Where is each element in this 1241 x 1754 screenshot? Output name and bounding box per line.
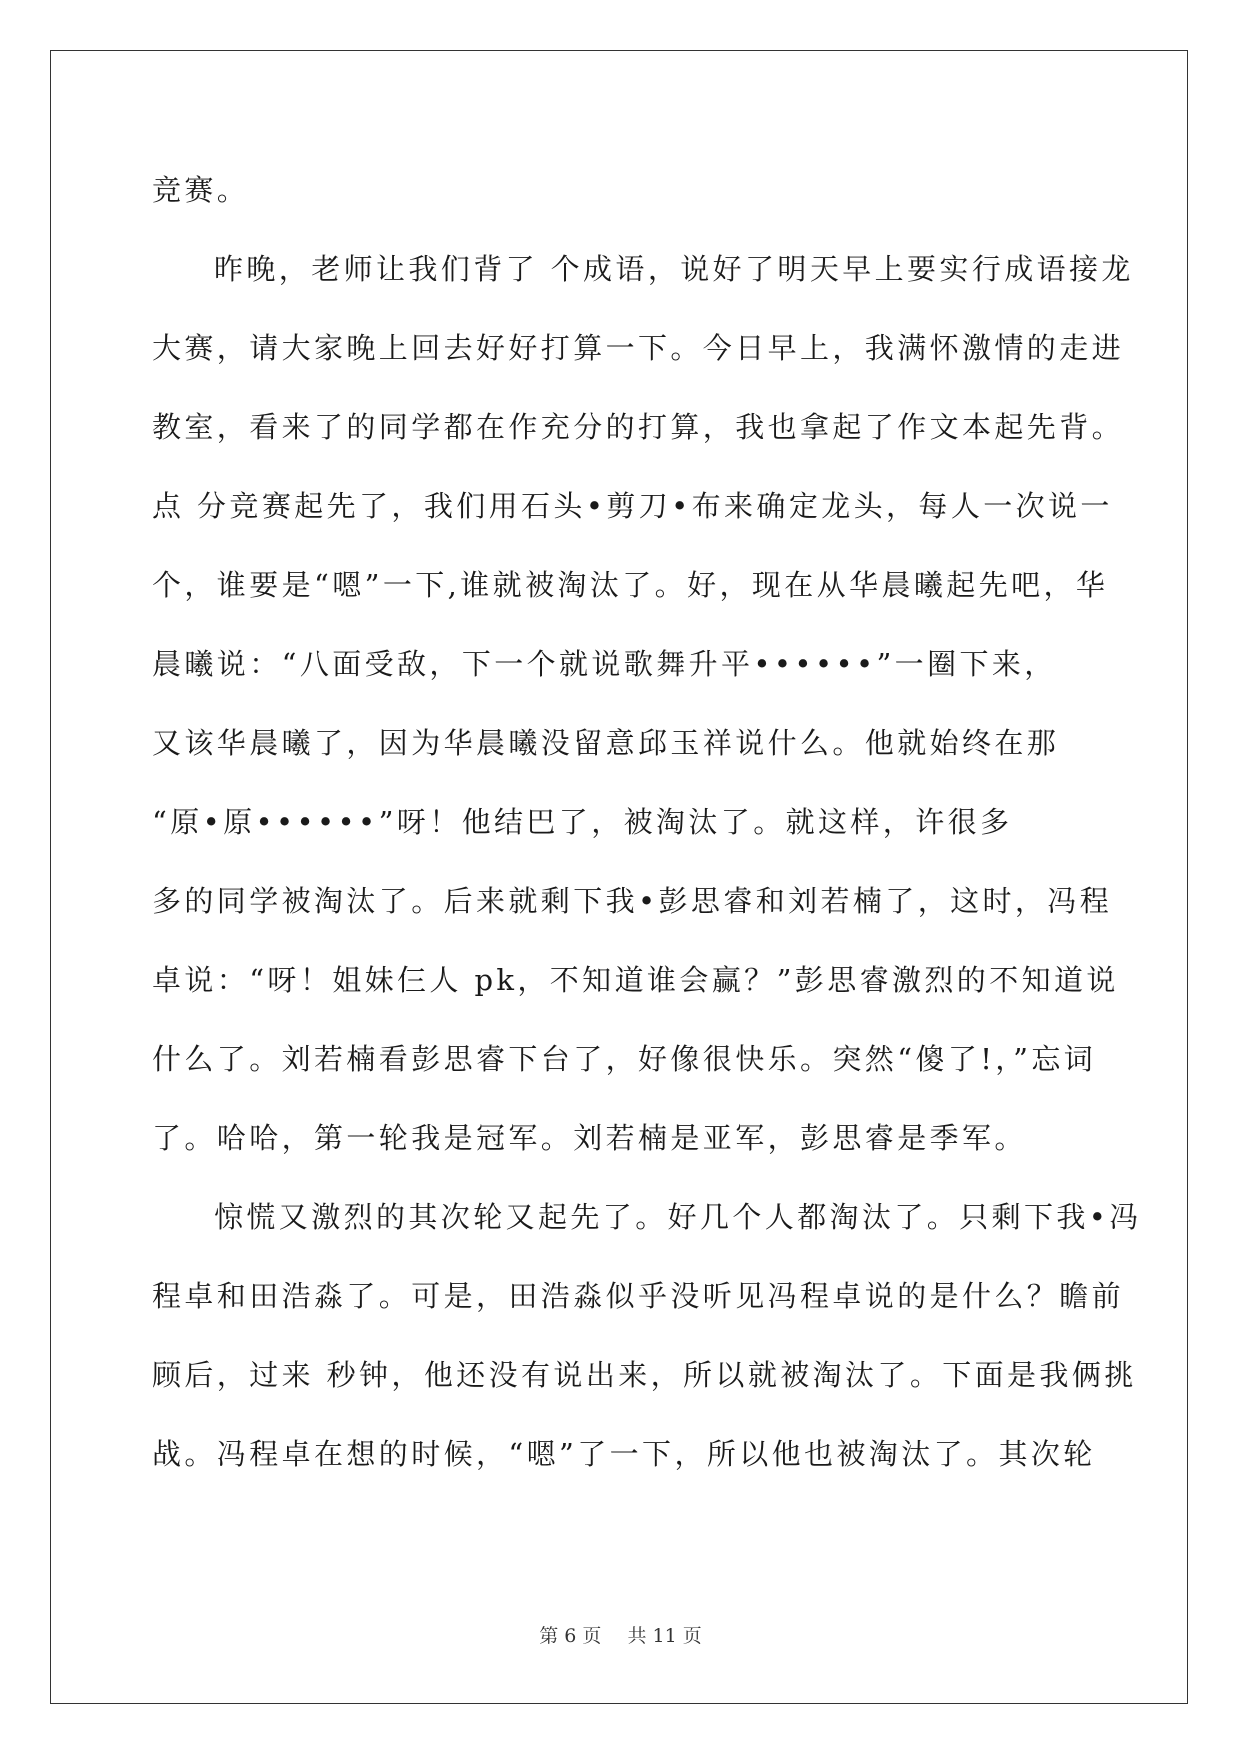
text-line-7: 晨曦说：“八面受敌，下一个就说歌舞升平••••••”一圈下来， — [152, 647, 1057, 681]
text-line-1: 竞赛。 — [152, 173, 250, 207]
text-line-17: 战。冯程卓在想的时候，“嗯”了一下，所以他也被淘汰了。其次轮 — [152, 1437, 1096, 1471]
text-line-6: 个，谁要是“嗯”一下,谁就被淘汰了。好，现在从华晨曦起先吧，华 — [152, 568, 1109, 602]
text-line-8: 又该华晨曦了，因为华晨曦没留意邱玉祥说什么。他就始终在那 — [152, 726, 1060, 760]
text-line-9: “原•原••••••”呀！他结巴了，被淘汰了。就这样，许很多 — [152, 805, 1013, 839]
text-line-2: 昨晚，老师让我们背了 个成语，说好了明天早上要实行成语接龙 — [214, 252, 1134, 286]
text-line-11: 卓说：“呀！姐妹仨人 pk，不知道谁会赢？”彭思睿激烈的不知道说 — [152, 963, 1119, 997]
text-line-13: 了。哈哈，第一轮我是冠军。刘若楠是亚军，彭思睿是季军。 — [152, 1121, 1027, 1155]
text-line-16: 顾后，过来 秒钟，他还没有说出来，所以就被淘汰了。下面是我俩挑 — [152, 1358, 1137, 1392]
page-footer — [0, 1621, 1241, 1648]
text-line-15: 程卓和田浩淼了。可是，田浩淼似乎没听见冯程卓说的是什么？瞻前 — [152, 1279, 1125, 1313]
text-line-14: 惊慌又激烈的其次轮又起先了。好几个人都淘汰了。只剩下我•冯 — [214, 1200, 1142, 1234]
text-line-12: 什么了。刘若楠看彭思睿下台了，好像很快乐。突然“傻了!，”忘词 — [152, 1042, 1097, 1076]
text-line-3: 大赛，请大家晚上回去好好打算一下。今日早上，我满怀激情的走进 — [152, 331, 1125, 365]
text-line-5: 点 分竞赛起先了，我们用石头•剪刀•布来确定龙头，每人一次说一 — [152, 489, 1113, 523]
document-body — [152, 160, 1142, 1503]
page-number-total: 共 11 页 — [627, 1625, 702, 1647]
text-line-4: 教室，看来了的同学都在作充分的打算，我也拿起了作文本起先背。 — [152, 410, 1125, 444]
page-number-current: 第 6 页 — [539, 1625, 602, 1647]
text-line-10: 多的同学被淘汰了。后来就剩下我•彭思睿和刘若楠了，这时，冯程 — [152, 884, 1113, 918]
